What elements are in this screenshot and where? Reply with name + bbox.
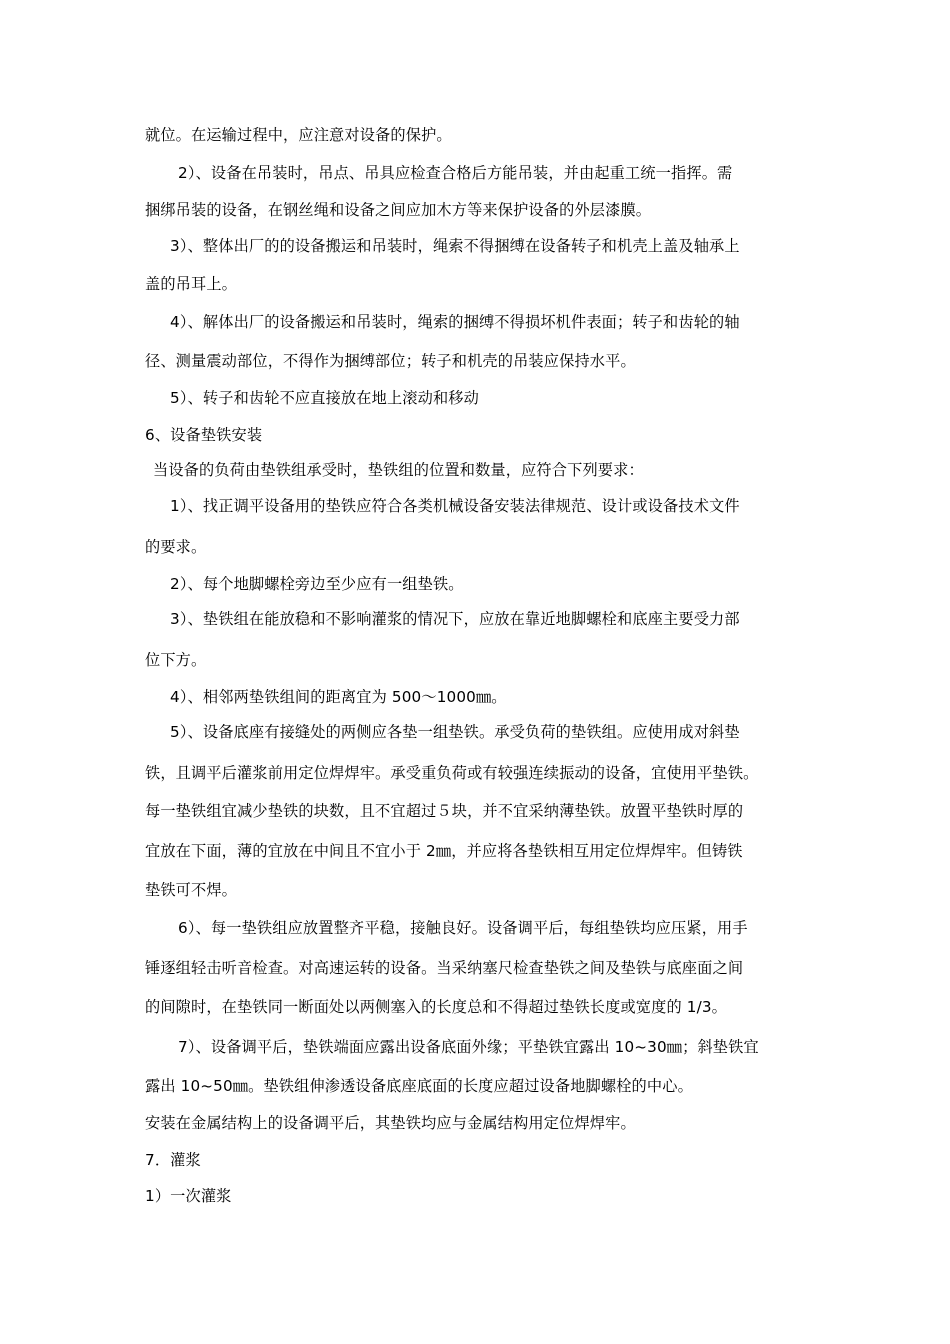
- text-line: 当设备的负荷由垫铁组承受时，垫铁组的位置和数量，应符合下列要求：: [153, 461, 644, 479]
- text-line: 6）、每一垫铁组应放置整齐平稳，接触良好。设备调平后，每组垫铁均应压紧，用手: [178, 919, 748, 937]
- section-heading: 7．灌浆: [145, 1151, 201, 1169]
- text-line: 每一垫铁组宜减少垫铁的块数，且不宜超过５块，并不宜采纳薄垫铁。放置平垫铁时厚的: [145, 802, 744, 820]
- text-line: 4）、相邻两垫铁组间的距离宜为 500～1000㎜。: [170, 688, 507, 706]
- text-line: 锤逐组轻击听音检查。对高速运转的设备。当采纳塞尺检查垫铁之间及垫铁与底座面之间: [145, 959, 744, 977]
- text-line: 3）、整体出厂的的设备搬运和吊装时，绳索不得捆缚在设备转子和机壳上盖及轴承上: [170, 237, 740, 255]
- text-line: 宜放在下面，薄的宜放在中间且不宜小于 2㎜，并应将各垫铁相互用定位焊焊牢。但铸铁: [145, 842, 743, 860]
- text-line: 安装在金属结构上的设备调平后，其垫铁均应与金属结构用定位焊焊牢。: [145, 1114, 636, 1132]
- text-line: 5）、转子和齿轮不应直接放在地上滚动和移动: [170, 389, 479, 407]
- text-line: 位下方。: [145, 651, 207, 669]
- text-line: 的间隙时，在垫铁同一断面处以两侧塞入的长度总和不得超过垫铁长度或宽度的 1/3。: [145, 998, 728, 1016]
- text-line: 的要求。: [145, 538, 207, 556]
- text-line: 3）、垫铁组在能放稳和不影响灌浆的情况下，应放在靠近地脚螺栓和底座主要受力部: [170, 610, 740, 628]
- text-line: 2）、设备在吊装时，吊点、吊具应检查合格后方能吊装，并由起重工统一指挥。需: [178, 164, 733, 182]
- text-line: 1）、找正调平设备用的垫铁应符合各类机械设备安装法律规范、设计或设备技术文件: [170, 497, 740, 515]
- subsection-heading: 1）一次灌浆: [145, 1187, 232, 1205]
- text-line: 5）、设备底座有接缝处的两侧应各垫一组垫铁。承受负荷的垫铁组。应使用成对斜垫: [170, 723, 740, 741]
- text-line: 4）、解体出厂的设备搬运和吊装时，绳索的捆缚不得损坏机件表面；转子和齿轮的轴: [170, 313, 740, 331]
- text-line: 2）、每个地脚螺栓旁边至少应有一组垫铁。: [170, 575, 464, 593]
- text-line: 7）、设备调平后，垫铁端面应露出设备底面外缘；平垫铁宜露出 10~30㎜；斜垫铁宜: [178, 1038, 759, 1056]
- text-line: 铁，且调平后灌浆前用定位焊焊牢。承受重负荷或有较强连续振动的设备，宜使用平垫铁。: [145, 764, 759, 782]
- text-line: 就位。在运输过程中，应注意对设备的保护。: [145, 126, 452, 144]
- text-line: 捆绑吊装的设备，在钢丝绳和设备之间应加木方等来保护设备的外层漆膜。: [145, 201, 652, 219]
- text-line: 径、测量震动部位，不得作为捆缚部位；转子和机壳的吊装应保持水平。: [145, 352, 636, 370]
- section-heading: 6、设备垫铁安装: [145, 426, 263, 444]
- text-line: 露出 10~50㎜。垫铁组伸渗透设备底座底面的长度应超过设备地脚螺栓的中心。: [145, 1077, 693, 1095]
- text-line: 盖的吊耳上。: [145, 275, 238, 293]
- text-line: 垫铁可不焊。: [145, 881, 238, 899]
